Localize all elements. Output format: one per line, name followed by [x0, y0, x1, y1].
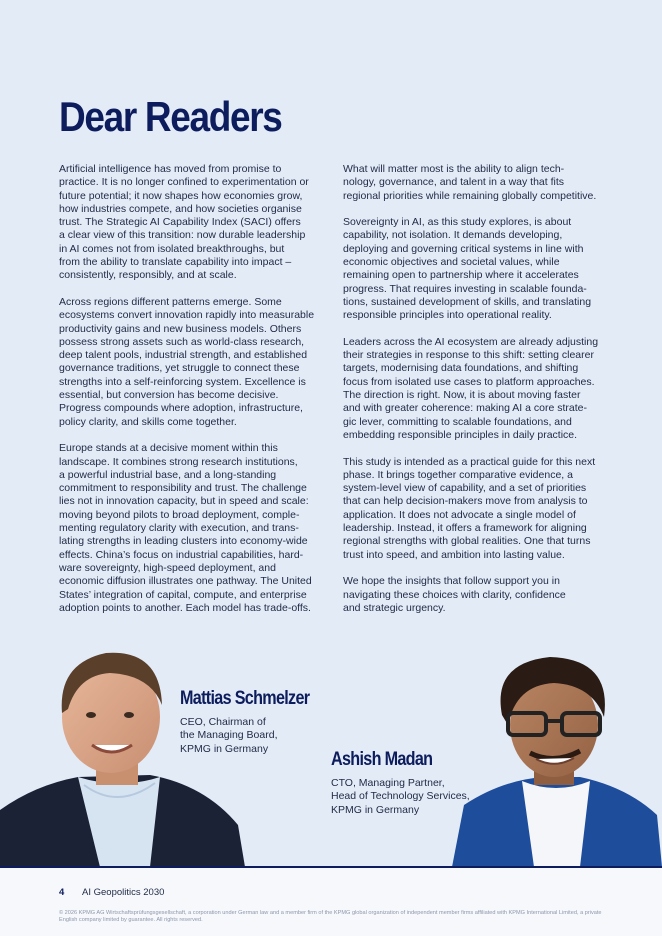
paragraph: Sovereignty in AI, as this study explores, is about capability, not isolation. It demands developing, deploying and governing critical systems in line with economic objectives and societal values, while remaining open to partnership where it accelerates progress. That requires investing in scalable founda- tions, sustained development of skills, and translating responsible principles into operational reality.	[343, 216, 592, 322]
signatory-role: CTO, Managing Partner, Head of Technology Services, KPMG in Germany	[331, 777, 470, 816]
paragraph: What will matter most is the ability to align tech- nology, governance, and talent in a way that fits regional priorities while remaining globally competitive.	[343, 163, 597, 202]
page-number: 4	[59, 887, 65, 898]
signatory-role: CEO, Chairman of the Managing Board, KPMG in Germany	[180, 716, 278, 755]
paragraph: Leaders across the AI ecosystem are already adjusting their strategies in response to this shift: setting clearer targets, modernising data foundations, and shifting focus from isolated use cases to platform approaches. The direction is right. Now, it is about moving faster and with greater coherence: making AI a core strate- gic lever, committing to scalable foundations, and embedding responsible principles in daily practice.	[343, 335, 599, 441]
paragraph: This study is intended as a practical guide for this next phase. It brings together comparative evidence, a system-level view of capability, and a set of priorities that can help decision-makers move from analysis to application. It does not advocate a single model of leadership. Instead, it offers a framework for aligning regional strengths with global realities. One that turns trust into speed, and ambition into lasting value.	[343, 455, 596, 561]
portrait-section	[0, 635, 662, 867]
publication-title: AI Geopolitics 2030	[82, 887, 165, 898]
footer	[0, 868, 662, 936]
right-text-column	[343, 163, 605, 628]
page-title: Dear Readers	[59, 93, 282, 140]
paragraph: Artificial intelligence has moved from promise to practice. It is no longer confined to experimentation or future potential; it now shapes how economies grow, how industries compete, and how societies organise trust. The Strategic AI Capability Index (SACI) offers a clear view of this transition: now durable leadership in AI comes not from isolated breakthroughs, but from the ability to translate capability into impact – consistently, responsibly, and at scale.	[59, 163, 309, 282]
paragraph: We hope the insights that follow support you in navigating these choices with clarity, confidence and strategic urgency.	[343, 575, 566, 614]
signatory-name: Ashish Madan	[331, 749, 433, 770]
legal-notice: © 2026 KPMG AG Wirtschaftsprüfungsgesellschaft, a corporation under German law and a member firm of the KPMG global organization of independent member firms affiliated with KPMG International Limited, a private English company limited by guarantee. All rights reserved.	[59, 910, 602, 923]
portrait-ashish-madan	[452, 655, 662, 867]
signatory-name: Mattias Schmelzer	[180, 688, 310, 709]
paragraph: Europe stands at a decisive moment within this landscape. It combines strong research institutions, a powerful industrial base, and a long-standing commitment to responsibility and trust. The challenge lies not in innovation capacity, but in speed and scale: moving beyond pilots to broad deployment, comple- menting regulatory clarity with execution, and trans- lating strengths in leading clusters into economy-wide effects. China’s focus on industrial capabilities, hard- ware sovereignty, high-speed deployment, and economic diffusion illustrates one pathway. The United States’ integration of capital, compute, and enterprise adoption points to another. Each model has trade-offs.	[59, 442, 312, 614]
left-text-column	[59, 163, 321, 628]
paragraph: Across regions different patterns emerge. Some ecosystems convert innovation rapidly into measurable productivity gains and new business models. Others possess strong assets such as world-class research, deep talent pools, industrial strength, and established governance traditions, yet struggle to connect these strengths into a self-reinforcing system. Excellence is essential, but conversion has become decisive. Progress compounds where adoption, infrastructure, policy clarity, and skills come together.	[59, 295, 315, 428]
